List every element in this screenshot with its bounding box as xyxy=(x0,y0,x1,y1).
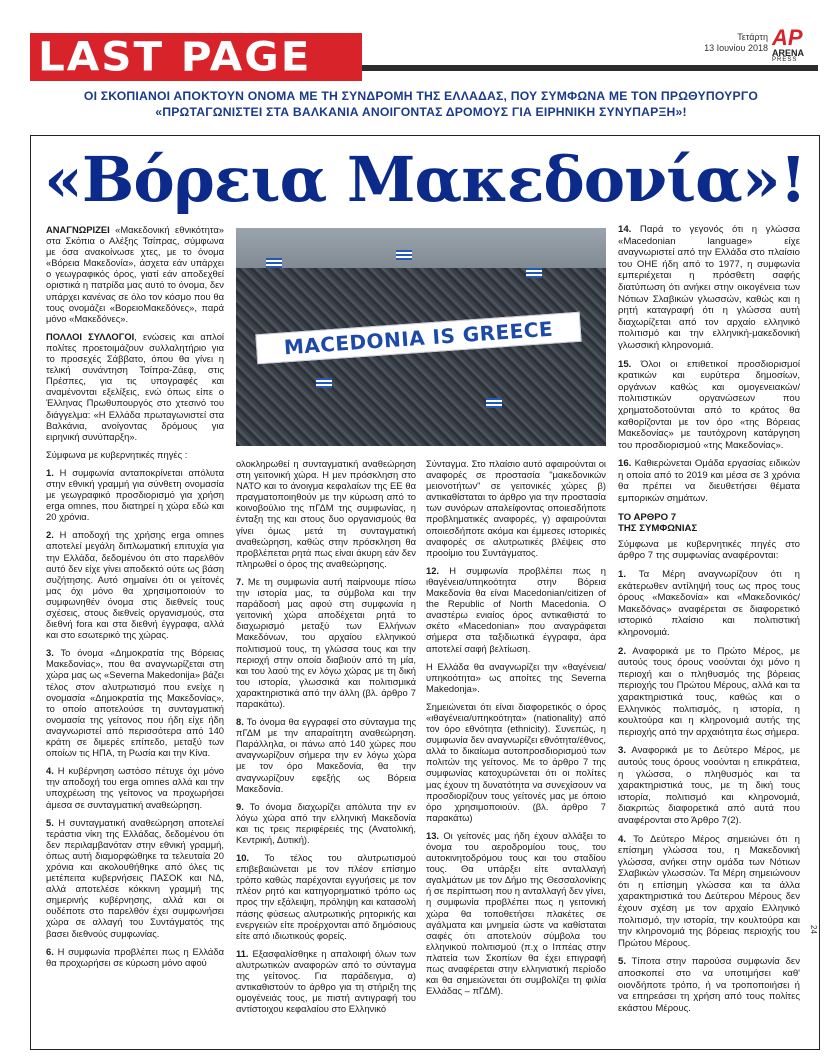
item-number: 3. xyxy=(618,745,627,757)
item-number: 15. xyxy=(618,358,632,370)
paragraph: Σύνταγμα. Στο πλαίσιο αυτό αφαιρούνται οι αναφορές σε προστασία "μακεδονικών μειονοτήτων" σε γειτονικές χώρες β) αντικαθίσταται το άρθρο για την προστασία των συνόρων απαλείφοντας οποιεσδήποτε προβληματικές αναφορές, γ) αφαιρούνται οποιεσδήποτε ακόμα και έμμεσες ιστορικές αναφορές σε αλυτρωτικές βλέψεις στο προοίμιο του Συντάγματος. xyxy=(426,458,606,558)
item-number: 3. xyxy=(46,647,54,659)
item-text: Η συμφωνία ανταποκρίνεται απόλυτα στην εθνική γραμμή για σύνθετη ονομασία με γεωγραφικό προσδιορισμό για χρήση erga omnes, που διατηρεί η χώρα εδώ και 20 χρόνια. xyxy=(46,466,224,523)
item-number: 5. xyxy=(618,956,627,968)
list-item xyxy=(426,830,606,996)
list-item xyxy=(236,716,416,794)
item-text: Το όνομα θα εγγραφεί στο σύνταγμα της πΓΔΜ με την απαραίτητη αναθεώρηση. Παράλληλα, οι πάνω από 140 χώρες που αναγνωρίζουν σήμερα την εν λόγω χώρα με τον όρο Μακεδονία, θα την αναγνωρίζουν εφεξής ως Βόρεια Μακεδονία. xyxy=(236,716,416,794)
item-number: 4. xyxy=(618,833,627,845)
list-item xyxy=(618,224,800,352)
item-number: 10. xyxy=(236,852,250,864)
item-number: 9. xyxy=(236,800,244,812)
item-number: 2. xyxy=(618,645,627,657)
item-number: 8. xyxy=(236,716,244,728)
item-text: Το Δεύτερο Μέρος σημειώνει ότι η επίσημη γλώσσα του, η Μακεδονική γλώσσα, ανήκει στην ομάδα των Νότιων Σλαβικών γλωσσών. Τα Μέρη σημειώνουν ότι η επίσημη γλώσσα και τα άλλα χαρακτηριστικά του Δεύτερου Μέρους δεν έχουν σχέση με τον αρχαίο Ελληνικό πολιτισμό, την ιστορία, την κουλτούρα και την κληρονομιά της βόρειας περιοχής του Πρώτου Μέρους. xyxy=(618,833,800,949)
list-item xyxy=(236,948,416,1015)
item-text: Η συνταγματική αναθεώρηση αποτελεί τεράστια νίκη της Ελλάδας, δεδομένου ότι δεν περιλαμβανόταν στην εθνική γραμμή, όπως αυτή διαμορφώθηκε τα τελευταία 20 χρόνια και ακολουθήθηκε από όλες τις μετέπειτα κυβερνήσεις ΠΑΣΟΚ και ΝΔ, αλλά αποτελέσε κόκκινη γραμμή της σημερινής κυβέρνησης, αλλά και οι ουδέποτε στο παρελθόν έχει συμφωνήσει χώρα σε αλλαγή του Συντάγματός της βασει διεθνούς συμφωνίας. xyxy=(46,816,224,939)
article-title: «Βόρεια Μακεδονία»! xyxy=(44,143,806,216)
list-item xyxy=(618,359,800,452)
item-text: Καθιερώνεται Ομάδα εργασίας ειδικών η οποία από το 2019 και μέσα σε 3 χρόνια θα πρέπει να διευθετήσει θέματα εμπορικών σημάτων. xyxy=(618,458,800,505)
list-item xyxy=(236,576,416,709)
list-item xyxy=(236,801,416,845)
item-number: 2. xyxy=(46,529,54,541)
subheading xyxy=(618,512,800,535)
item-text: Τίποτα στην παρούσα συμφωνία δεν αποσκοπεί στο να υποτιμήσει καθ' οιονδήποτε τρόπο, ή να τροποποιήσει ή να επηρεάσει τη χρήση από τους πολίτες εκάστου Μέρους. xyxy=(618,956,800,1014)
item-text: Με τη συμφωνία αυτή παίρνουμε πίσω την ιστορία μας, τα σύμβολα και την παράδοσή μας αφού στη συμφωνία η γειτονική χώρα αποδέχεται ρητά το διαχωρισμό μεταξύ των Ελλήνων Μακεδόνων, του αρχαίου ελληνικού πολιτισμού τους, τη γλώσσα τους και την περιοχή στην οποία διαβιούν από τη μία, και του λαού της εν λόγω χώρας με τη δική του ιστορία, γλωσσικά και πολιτισμικά χαρακτηριστικά από την άλλη (βλ. άρθρο 7 παρακάτω). xyxy=(236,575,416,709)
list-item xyxy=(46,529,224,640)
item-number: 7. xyxy=(236,575,244,587)
logo-mark: AP xyxy=(772,25,803,50)
item-text: Η αποδοχή της χρήσης erga omnes αποτελεί μεγάλη διπλωματική επιτυχία για την Ελλάδα, δεδομένου ότι στο παρελθόν αυτό δεν είχε γίνει αποδεκτό ούτε ως βάση συζήτησης. Αυτό σημαίνει ότι οι γείτονές μας όχι μόνο θα χρησιμοποιούν το συμφωνηθέν όνομα στις διεθνείς τους σχέσεις, στους διεθνείς οργανισμούς, στα διεθνή fora και στα διεθνή έγγραφα, αλλά και στο εσωτερικό της χώρας. xyxy=(46,529,224,641)
photo-banner-text: MACEDONIA IS GREECE xyxy=(283,316,554,360)
list-item xyxy=(46,765,224,809)
item-text: Η κυβέρνηση ωστόσο πέτυχε όχι μόνο την αποδοχή του erga omnes αλλά και την υποχρέωση της γείτονος να προχωρήσει άμεσα σε συνταγματική αναθεώρηση. xyxy=(46,765,224,810)
list-item xyxy=(46,946,224,968)
dateline xyxy=(704,32,768,54)
logo-sub: PRESS xyxy=(772,57,798,63)
section-banner xyxy=(30,33,362,81)
subheading-line: ΤΟ ΑΡΘΡΟ 7 xyxy=(618,511,677,523)
item-text: Εξασφαλίσθηκε η απαλοιφή όλων των αλυτρωτικών αναφορών από το σύνταγμα της γείτονος. Για παράδειγμα, α) αντικαθιστούν το άρθρο για τη στήριξη της ομογένειάς τους, με πιστή αντιγραφή του αντίστοιχου κεφαλαίου στο Ελληνικό xyxy=(236,947,416,1015)
list-item xyxy=(618,569,800,639)
kicker: ΠΟΛΛΟΙ ΣΥΛΛΟΓΟΙ xyxy=(46,330,135,342)
list-item xyxy=(618,834,800,950)
list-item xyxy=(618,956,800,1014)
item-number: 6. xyxy=(46,945,54,957)
item-text: Αναφορικά με το Πρώτο Μέρος, με αυτούς τους όρους νοούνται όχι μόνο η περιοχή και ο πληθυσμός της βόρειας περιοχής του Πρώτου Μέρους, αλλά και τα χαρακτηριστικά τους, καθώς και ο Ελληνικός πολιτισμός, η ιστορία, η κουλτούρα και η κληρονομιά αυτής της περιοχής από την αρχαιότητα έως σήμερα. xyxy=(618,645,800,738)
item-number: 12. xyxy=(426,564,440,576)
flag-icon xyxy=(266,258,282,268)
list-item xyxy=(426,565,606,654)
list-item xyxy=(46,817,224,939)
column-1 xyxy=(46,224,224,975)
item-text: Τα Μέρη αναγνωρίζουν ότι η εκάτερωθεν αντίληψή τους ως προς τους όρους «Μακεδονία» και «Μακεδονικός/Μακεδόνας» αναφέρεται σε διαφορετικό ιστορικό πλαίσιο και πολιτιστική κληρονομιά. xyxy=(618,569,800,638)
paragraph xyxy=(46,331,224,442)
item-text: Το όνομα διαχωρίζει απόλυτα την εν λόγω χώρα από την ελληνική Μακεδονία και τις τρεις περιφέρειές της (Ανατολική, Κεντρική, Δυτική). xyxy=(236,800,416,845)
flag-icon xyxy=(396,250,412,260)
paragraph: Σύμφωνα με κυβερνητικές πηγές στο άρθρο 7 της συμφωνίας αναφέρονται: xyxy=(618,538,800,562)
item-number: 1. xyxy=(618,569,627,581)
lead-paragraph xyxy=(46,224,224,324)
paragraph: Σημειώνεται ότι είναι διαφορετικός ο όρος «ιθαγένεια/υπηκοότητα» (nationality) από τον όρο εθνότητα (ethnicity). Συνεπώς, η συμφωνία δεν αναγνωρίζει εθνότητα/έθνος, αλλά το δικαίωμα αυτοπροσδιορισμού των πολιτών της γείτονος. Με το άρθρο 7 της συμφωνίας κατοχυρώνεται ότι οι πολίτες μας έχουν τη δυνατότητα να συνεχίσουν να προσδιορίζουν τους γείτονές μας με όποιο όρο χρησιμοποιούν. (βλ. άρθρο 7 παρακάτω) xyxy=(426,700,606,823)
column-2 xyxy=(236,458,416,1021)
item-number: 5. xyxy=(46,816,54,828)
day-label: Τετάρτη xyxy=(737,32,768,42)
header-rule xyxy=(362,65,818,71)
item-number: 1. xyxy=(46,466,54,478)
list-item xyxy=(618,646,800,739)
page-number: 24 xyxy=(809,925,819,934)
item-text: Η συμφωνία προβλέπει πως η Ελλάδα θα προχωρήσει σε κύρωση μόνο αφού xyxy=(46,945,224,968)
item-text: Παρά το γεγονός ότι η γλώσσα «Macedonian language» είχε αναγνωριστεί από την Ελλάδα στο πλαίσιο του ΟΗΕ ήδη από το 1977, η συμφωνία εμπεριέχεται η πρόσθετη σαφής διατύπωση ότι ανήκει στην οικογένεια των Νότιων Σλαβικών γλωσσών, καθώς και η ρητή καταγραφή ότι η γλώσσα αυτή διαχωρίζεται από τον αρχαίο ελληνικό πολιτισμό και την ελληνική-μακεδονική γλωσσική κληρονομιά. xyxy=(618,224,800,351)
paragraph: ολοκληρωθεί η συνταγματική αναθεώρηση στη γειτονική χώρα. Η μεν πρόσκληση στο ΝΑΤΟ και το άνοιγμα κεφαλαίων της ΕΕ θα πραγματοποιηθούν με την κύρωση από το κοινοβούλιο της πΓΔΜ της συμφωνίας, η ένταξη της και στους δυο οργανισμούς θα γίνει όμως μετά τη συνταγματική αναθεώρηση, καθώς στην πρόσκληση θα προβλέπεται ρητά πως είναι άκυρη εάν δεν πληρωθεί ο όρος της αναθεώρησης. xyxy=(236,458,416,569)
subheading-line: ΤΗΣ ΣΥΜΦΩΝΙΑΣ xyxy=(618,523,698,535)
lead-text: «Μακεδονική εθνικότητα» στα Σκόπια ο Αλέξης Τσίπρας, σύμφωνα με όσα ανακοίνωσε χτες, με το όνομα «Βόρεια Μακεδονία», άσχετα εάν υπάρχει ο γεωγραφικός όρος, γιατί εάν αποδεχθεί οριστικά η πατρίδα μας αυτό το όνομα, δεν υπάρχει κανένας σε όλο τον κόσμο που θα τους ονομάζει «ΒορειοΜακεδόνες», παρά μόνο «Μακεδόνες». xyxy=(46,224,224,324)
item-text: Το τέλος του αλυτρωτισμού επιβεβαιώνεται με τον πλέον επίσημο τρόπο καθώς παρέχονται εγγυήσεις με τον πλέον ρητό και κατηγορηματικό τρόπο ως προς την εξάλειψη, πρόληψη και κατασολή πάσης φύσεως αλυτρωτικής ρητορικής και ενεργειών είτε προέρχονται από δημόσιους είτε από ιδιωτικούς φορείς. xyxy=(236,852,416,941)
section-title: LAST PAGE xyxy=(38,33,312,80)
rally-photo xyxy=(236,228,606,446)
paragraph-text: , ενώσεις και απλοί πολίτες προετοιμάζουν συλλαλητήριο για το προσεχές Σάββατο, όπου θα γίνει η τελική συνάντηση Τσίπρα-Ζάεφ, στις Πρέσπες, για τις υπογραφές και αναμένονται εξελίξεις, ενώ όπως είπε ο Έλληνας Πρωθυπουργός στο χτεσινό του διάγγελμα: «Η Ελλάδα πρωταγωνιστεί στα Βαλκάνια, ανοίγοντας δρόμους για ειρηνική συνύπαρξη». xyxy=(46,330,225,442)
item-text: Η συμφωνία προβλέπει πως η ιθαγένεια/υπηκοότητα στην Βόρεια Μακεδονία θα είναι Macedonian/citizen of the Republic of North Macedonia. Ο αναστέρω ενιαίος όρος αντικαθιστά το σκέτο «Macedonian» που αναγράφεται σήμερα στα ταξιδιωτικά έγγραφα, άρα αποτελεί σαφή βελτίωση. xyxy=(426,564,606,654)
date-label: 13 Ιουνίου 2018 xyxy=(704,43,768,53)
flag-icon xyxy=(316,378,332,388)
column-3 xyxy=(426,458,606,1003)
item-text: Όλοι οι επιθετικοί προσδιορισμοί κρατικών και ευρύτερα δημοσίων, οργάνων καθώς και ομογενειακών/πολιτιστικών οργανώσεων που χρηματοδοτούνται από το κράτος θα καθορίζονται με τον όρο «της Βόρειας Μακεδονίας» με ταυτόχρονη κατάργηση του προσδιορισμού «της Μακεδονίας». xyxy=(618,358,800,451)
item-number: 13. xyxy=(426,829,440,841)
list-item xyxy=(618,745,800,826)
list-item xyxy=(236,852,416,941)
logo-name: ARENA xyxy=(772,48,805,58)
item-number: 16. xyxy=(618,458,632,470)
flag-icon xyxy=(526,268,542,278)
lead-kicker: ΑΝΑΓΝΩΡΙΖΕΙ xyxy=(46,224,110,235)
paragraph: Η Ελλάδα θα αναγνωρίζει την «θαγένεια/υπηκοότητα» ως αποίτες της Severna Makedonja». xyxy=(426,660,606,694)
paragraph: Σύμφωνα με κυβερνητικές πηγές : xyxy=(46,448,188,460)
column-4 xyxy=(618,224,800,1021)
list-item xyxy=(618,458,800,504)
list-item xyxy=(46,647,224,758)
item-number: 14. xyxy=(618,224,632,235)
article-subhead: ΟΙ ΣΚΟΠΙΑΝΟΙ ΑΠΟΚΤΟΥΝ ΟΝΟΜΑ ΜΕ ΤΗ ΣΥΝΔΡΟΜΗ ΤΗΣ ΕΛΛΑΔΑΣ, ΠΟΥ ΣΥΜΦΩΝΑ ΜΕ ΤΟΝ ΠΡΩΘΥΠΟΥΡΓΟ «ΠΡΩΤΑΓΩΝΙΣΤΕΙ ΣΤΑ ΒΑΛΚΑΝΙΑ ΑΝΟΙΓΟΝΤΑΣ ΔΡΟΜΟΥΣ ΓΙΑ ΕΙΡΗΝΙΚΗ ΣΥΝΥΠΑΡΞΗ»! xyxy=(83,89,759,119)
item-number: 11. xyxy=(236,947,249,959)
arena-press-logo xyxy=(772,27,818,61)
flag-icon xyxy=(486,398,502,408)
item-text: Αναφορικά με το Δεύτερο Μέρος, με αυτούς τους όρους νοούνται η επικράτεια, η γλώσσα, ο πληθυσμός και τα χαρακτηριστικά τους, με τη δική τους ιστορία, πολιτισμό και κληρονομιά, διακριτώς διαφορετικά από αυτά που αναφέρονται στο Άρθρο 7(2). xyxy=(618,745,800,826)
item-text: Οι γείτονές μας ήδη έχουν αλλάξει το όνομα του αεροδρομίου τους, του αυτοκινητοδρόμου τους και του σταδίου τους. Θα υπάρξει είτε ανταλλαγή αγαλμάτων με τον Δήμο της Θεσσαλονίκης ή σε περίπτωση που η ανταλλαγή δεν γίνει, η συμφωνία προβλέπει πως η γειτονική χώρα θα τοποθετήσει πλακέτες σε αγάλματα και μνημεία ώστε να καθίσταται σαφές ότι αποτελούν σύμβολα του ελληνικού πολιτισμού (π.χ ο Ιππέας στην πλατεία των Σκοπίων θα έχει επιγραφή πως αναφέρεται στην ελληνιστική περίοδο και θα σημειώνεται ότι συμβολίζει τη φιλία Ελλάδας – πΓΔΜ). xyxy=(426,829,606,997)
list-item xyxy=(46,467,224,522)
item-text: Το όνομα «Δημοκρατία της Βόρειας Μακεδονίας», που θα αναγνωρίζεται στη χώρα μας ως «Severna Makedonija» βάζει τέλος στον αλυτρωτισμό που ενείχε η ονομασία «Δημοκρατία της Μακεδονίας», το οποίο αποτελούσε τη συνταγματική ονομασία της γείτονος που ήδη είχε ήδη αναγνωριστεί από περισσότερα από 140 κράτη σε διμερές επίπεδο, μεταξύ των οποίων τις ΗΠΑ, τη Ρωσία και την Κίνα. xyxy=(46,647,224,759)
item-number: 4. xyxy=(46,765,54,777)
